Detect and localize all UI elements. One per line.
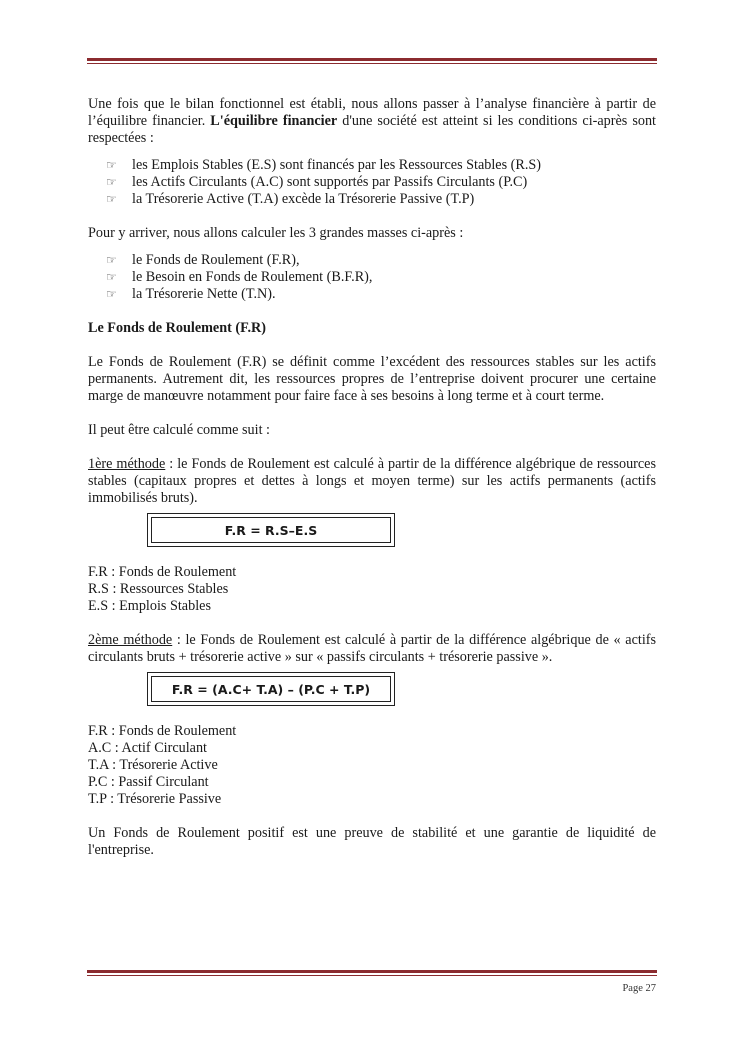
legend-item: A.C : Actif Circulant	[88, 740, 207, 756]
method2-paragraph	[88, 632, 656, 666]
list-item: ☞ la Trésorerie Active (T.A) excède la Trésorerie Passive (T.P)	[106, 191, 475, 207]
page-number: Page 27	[622, 983, 656, 994]
intro-text: Une fois que le bilan fonctionnel est établi, nous allons passer à l’analyse financière à partir de l’équilibre financier.	[88, 96, 656, 129]
legend-item: F.R : Fonds de Roulement	[88, 723, 237, 739]
intro-bold-term: L'équilibre financier	[210, 113, 338, 129]
legend-item: F.R : Fonds de Roulement	[88, 564, 237, 580]
method2-text: : le Fonds de Roulement est calculé à partir de la différence algébrique de « actifs circulants bruts + trésorerie active » sur « passifs circulants + trésorerie passive ».	[88, 632, 657, 665]
legend-2	[88, 723, 656, 808]
header-rule	[87, 58, 657, 64]
pointing-hand-icon: ☞	[106, 175, 117, 189]
list-item: ☞ le Fonds de Roulement (F.R),	[106, 252, 300, 268]
method1-text: : le Fonds de Roulement est calculé à partir de la différence algébrique de ressources stables (capitaux propres et dettes à longs et moyen terme) sur les actifs permanents (actifs immobilisés bruts).	[88, 456, 656, 506]
legend-1	[88, 564, 656, 615]
list-item: ☞ le Besoin en Fonds de Roulement (B.F.R),	[106, 269, 373, 285]
formula-2: F.R = (A.C+ T.A) – (P.C + T.P)	[151, 676, 391, 702]
list-item: ☞ les Actifs Circulants (A.C) sont supportés par Passifs Circulants (P.C)	[106, 174, 528, 190]
page-content	[88, 96, 656, 859]
conditions-list	[88, 157, 656, 208]
intro-text-end: d'une société est atteint si les conditions ci-après sont respectées :	[88, 113, 656, 146]
method1-label: 1ère méthode	[88, 456, 166, 472]
formula-box-2	[147, 672, 395, 706]
pointing-hand-icon: ☞	[106, 287, 117, 301]
legend-item: T.A : Trésorerie Active	[88, 757, 218, 773]
list-item: ☞ la Trésorerie Nette (T.N).	[106, 286, 276, 302]
definition-paragraph: Le Fonds de Roulement (F.R) se définit comme l’excédent des ressources stables sur les actifs permanents. Autrement dit, les ressources propres de l’entreprise doivent procurer une certaine marge de manœuvre notamment pour faire face à ses besoins à long terme et à court terme.	[88, 354, 656, 404]
method2-label: 2ème méthode	[88, 632, 173, 648]
section-title: Le Fonds de Roulement (F.R)	[88, 320, 267, 336]
pointing-hand-icon: ☞	[106, 270, 117, 284]
calc-intro: Il peut être calculé comme suit :	[88, 422, 270, 438]
legend-item: T.P : Trésorerie Passive	[88, 791, 222, 807]
formula-1: F.R = R.S–E.S	[151, 517, 391, 543]
formula-box-1	[147, 513, 395, 547]
conclusion-paragraph: Un Fonds de Roulement positif est une preuve de stabilité et une garantie de liquidité de l'entreprise.	[88, 825, 656, 858]
legend-item: E.S : Emplois Stables	[88, 598, 211, 614]
footer-rule	[87, 970, 657, 976]
legend-item: P.C : Passif Circulant	[88, 774, 209, 790]
intro-paragraph	[88, 96, 656, 147]
pointing-hand-icon: ☞	[106, 192, 117, 206]
legend-item: R.S : Ressources Stables	[88, 581, 229, 597]
masses-list	[88, 252, 656, 303]
pointing-hand-icon: ☞	[106, 158, 117, 172]
masses-intro: Pour y arriver, nous allons calculer les 3 grandes masses ci-après :	[88, 225, 464, 241]
pointing-hand-icon: ☞	[106, 253, 117, 267]
method1-paragraph	[88, 456, 656, 507]
list-item: ☞ les Emplois Stables (E.S) sont financés par les Ressources Stables (R.S)	[106, 157, 542, 173]
